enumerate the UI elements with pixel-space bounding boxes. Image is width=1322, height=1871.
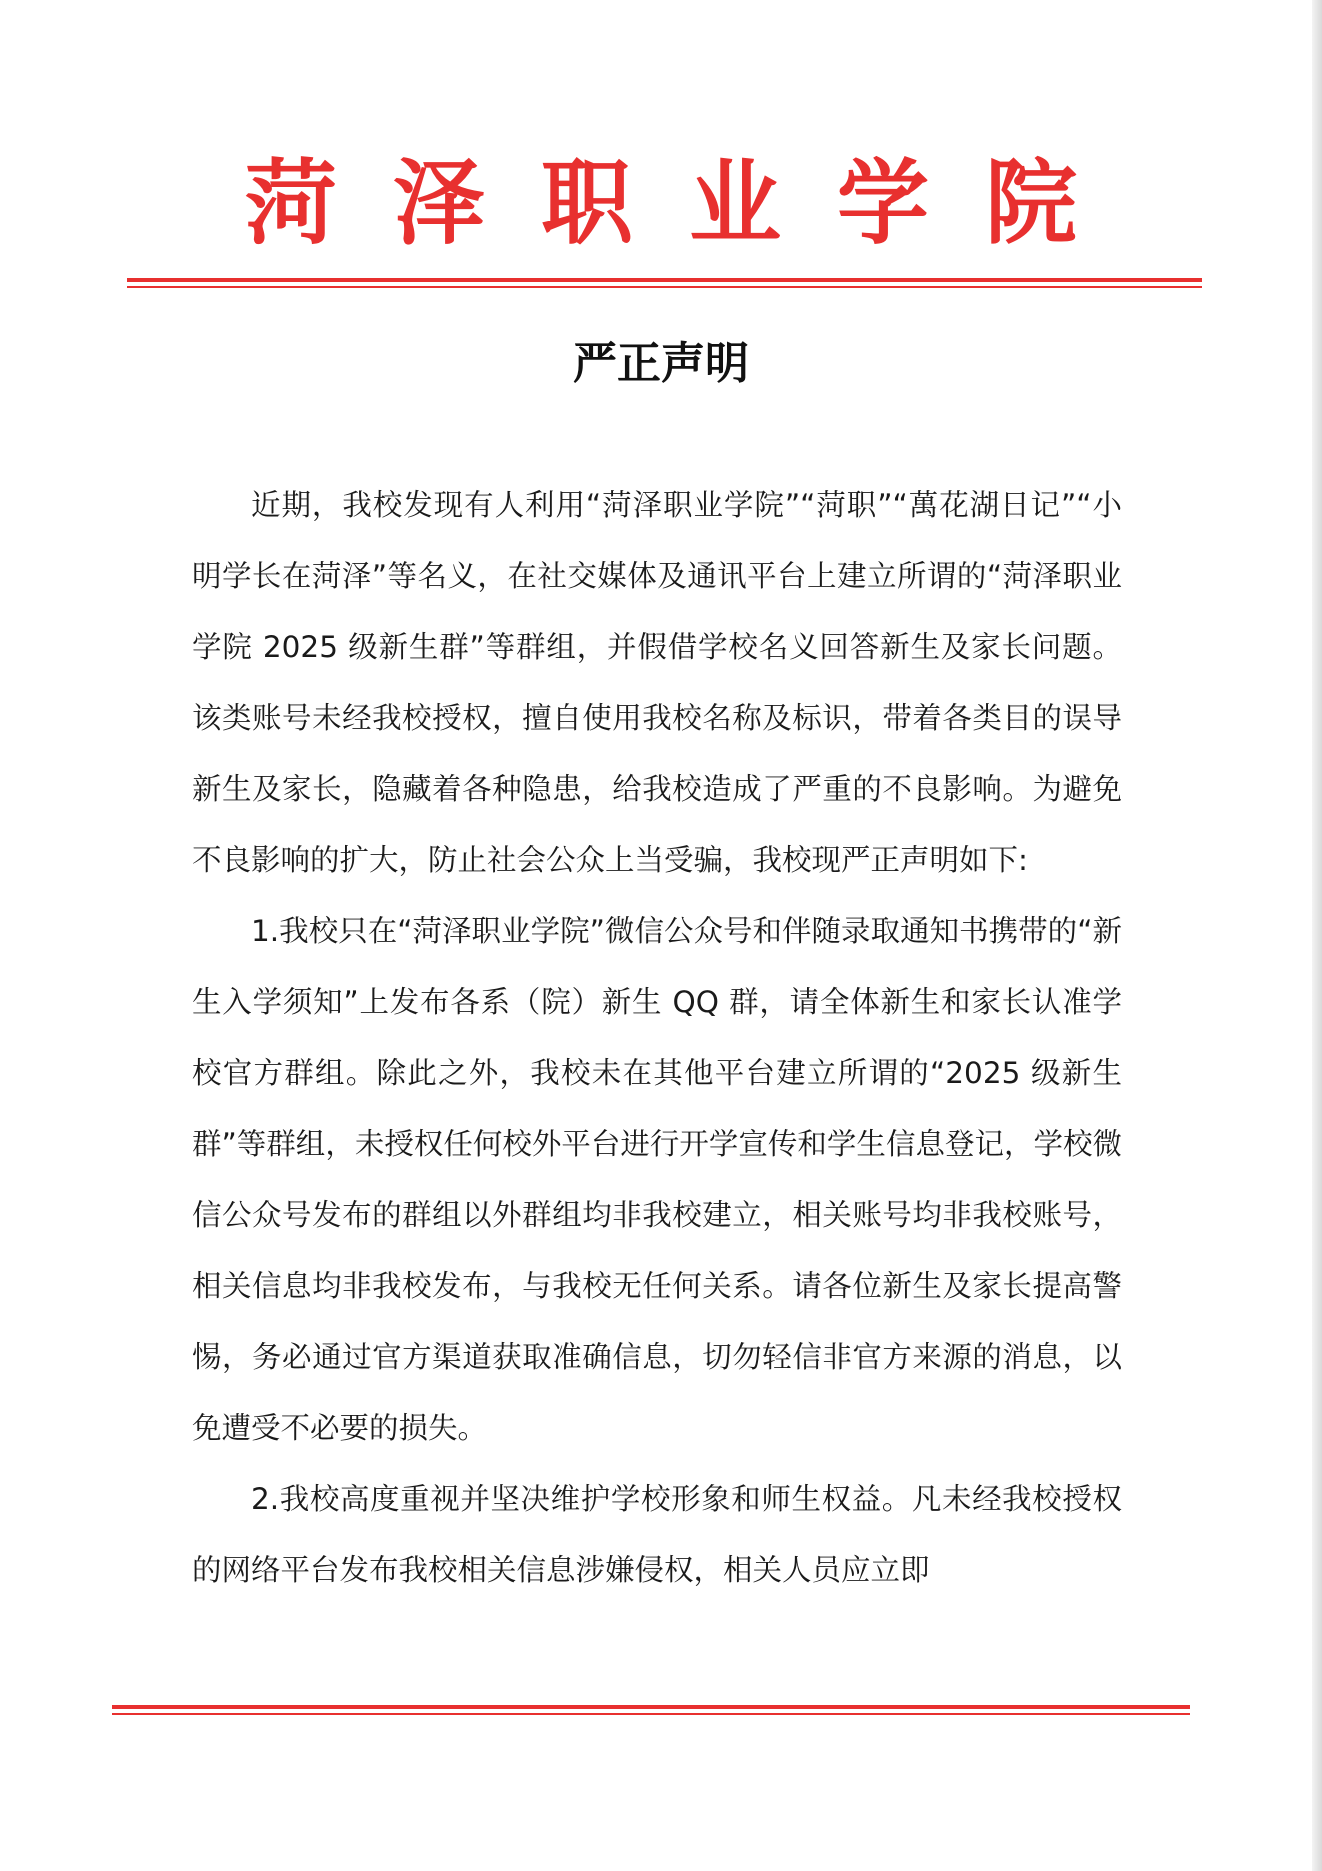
rule-thick-line bbox=[127, 278, 1202, 282]
document-body bbox=[192, 470, 1122, 1606]
body-paragraph: 1.我校只在“菏泽职业学院”微信公众号和伴随录取通知书携带的“新生入学须知”上发布各系（院）新生 QQ 群，请全体新生和家长认准学校官方群组。除此之外，我校未在其他平台建立所谓的“2025 级新生群”等群组，未授权任何校外平台进行开学宣传和学生信息登记，学校微信公众号发布的群组以外群组均非我校建立，相关账号均非我校账号，相关信息均非我校发布，与我校无任何关系。请各位新生及家长提高警惕，务必通过官方渠道获取准确信息，切勿轻信非官方来源的消息，以免遭受不必要的损失。 bbox=[192, 914, 1122, 1445]
letterhead-rule-top bbox=[127, 278, 1202, 290]
letterhead-title: 菏泽职业学院 bbox=[244, 149, 1133, 257]
rule-thick-line bbox=[112, 1705, 1190, 1709]
footer-rule-bottom bbox=[112, 1705, 1190, 1717]
body-paragraph: 2.我校高度重视并坚决维护学校形象和师生权益。凡未经我校授权的网络平台发布我校相关信息涉嫌侵权，相关人员应立即 bbox=[192, 1482, 1122, 1587]
document-title: 严正声明 bbox=[573, 338, 749, 389]
rule-thin-line bbox=[127, 286, 1202, 288]
scan-edge bbox=[1312, 0, 1322, 1871]
body-paragraph: 近期，我校发现有人利用“菏泽职业学院”“菏职”“萬花湖日记”“小明学长在菏泽”等名义，在社交媒体及通讯平台上建立所谓的“菏泽职业学院 2025 级新生群”等群组，并假借学校名义回答新生及家长问题。该类账号未经我校授权，擅自使用我校名称及标识，带着各类目的误导新生及家长，隐藏着各种隐患，给我校造成了严重的不良影响。为避免不良影响的扩大，防止社会公众上当受骗，我校现严正声明如下: bbox=[192, 488, 1122, 877]
rule-thin-line bbox=[112, 1713, 1190, 1715]
